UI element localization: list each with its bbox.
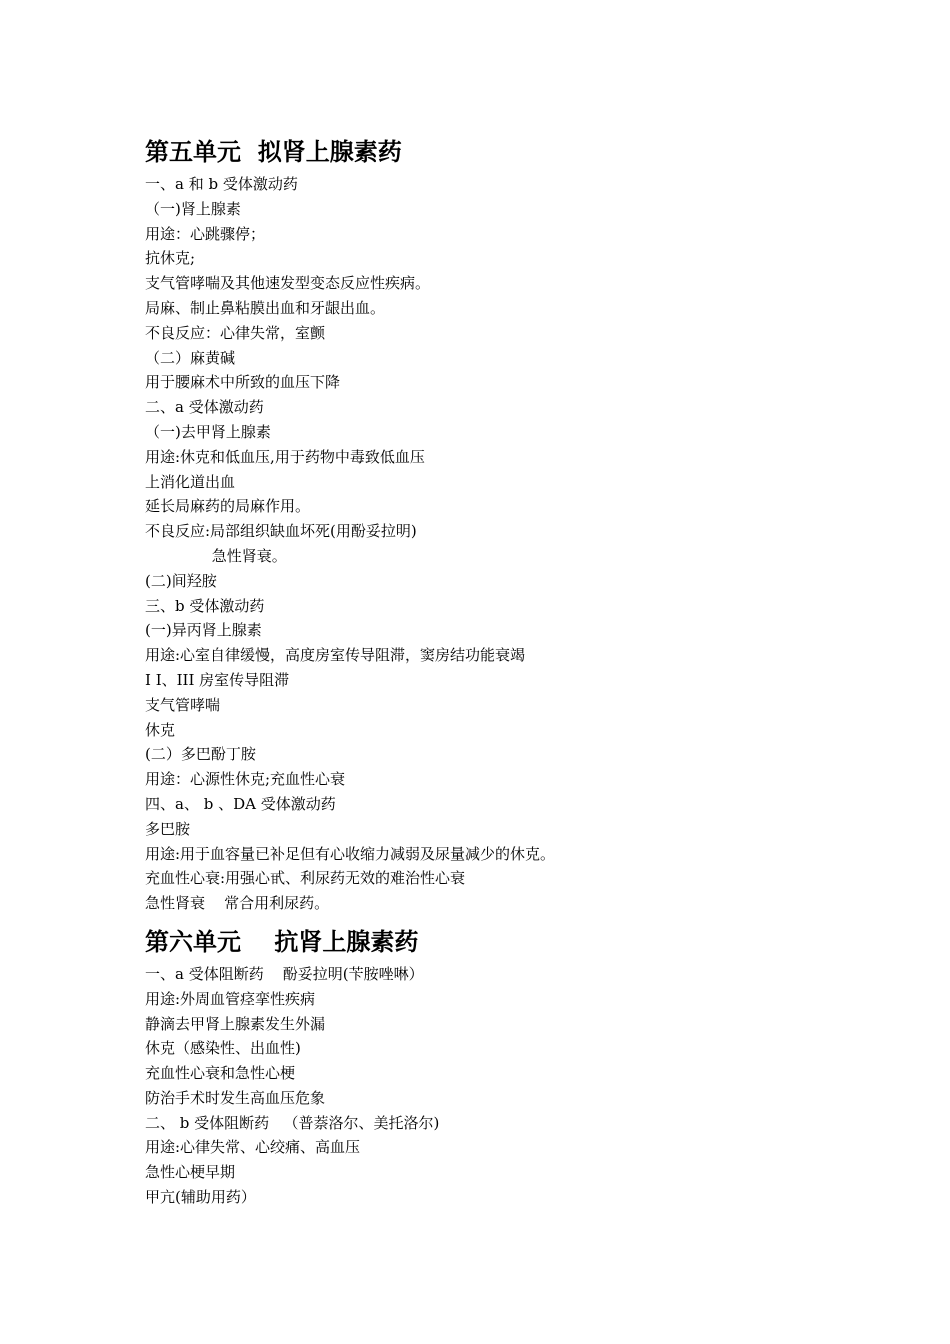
text-line: (二）多巴酚丁胺 bbox=[145, 745, 256, 764]
text-line: 充血性心衰:用强心甙、利尿药无效的难治性心衰 bbox=[145, 869, 466, 888]
text-line: 休克（感染性、出血性) bbox=[145, 1039, 301, 1058]
text-line: 用途:外周血管痉挛性疾病 bbox=[145, 989, 316, 1008]
text-line: （一)去甲肾上腺素 bbox=[145, 422, 271, 441]
document-page bbox=[145, 132, 865, 1210]
text-line: 上消化道出血 bbox=[145, 472, 236, 491]
text-line: (一)异丙肾上腺素 bbox=[145, 621, 262, 640]
text-line: 静滴去甲肾上腺素发生外漏 bbox=[145, 1014, 326, 1033]
text-line: 用途:心律失常、心绞痛、高血压 bbox=[145, 1138, 361, 1157]
text-line: 不良反应:局部组织缺血坏死(用酚妥拉明) bbox=[145, 522, 417, 541]
unit-5-body bbox=[145, 172, 865, 916]
text-line: 急性肾衰 常合用利尿药。 bbox=[145, 894, 330, 913]
text-line: 延长局麻药的局麻作用。 bbox=[145, 497, 311, 516]
text-line: 休克 bbox=[145, 720, 176, 739]
unit-5-title: 第五单元 拟肾上腺素药 bbox=[145, 138, 402, 166]
text-line: 用途:心室自律缓慢，高度房室传导阻滞，窦房结功能衰竭 bbox=[145, 646, 526, 665]
text-line: 多巴胺 bbox=[145, 819, 191, 838]
text-line: 支气管哮喘及其他速发型变态反应性疾病。 bbox=[145, 274, 431, 293]
text-line: 用途：心跳骤停； bbox=[145, 224, 266, 243]
unit-6-body bbox=[145, 962, 865, 1210]
text-line: (二)间羟胺 bbox=[145, 571, 217, 590]
text-line: 四、a、 b 、DA 受体激动药 bbox=[145, 794, 336, 813]
text-line: 用途：心源性休克;充血性心衰 bbox=[145, 770, 346, 789]
text-line: 一、a 受体阻断药 酚妥拉明(苄胺唑啉） bbox=[145, 964, 424, 983]
text-line: 支气管哮喘 bbox=[145, 695, 221, 714]
text-line: 三、b 受体激动药 bbox=[145, 596, 265, 615]
text-line: 用于腰麻术中所致的血压下降 bbox=[145, 373, 341, 392]
text-line: 二、 b 受体阻断药 （普萘洛尔、美托洛尔) bbox=[145, 1113, 440, 1132]
text-line: 局麻、制止鼻粘膜出血和牙龈出血。 bbox=[145, 298, 386, 317]
text-line: 不良反应：心律失常，室颤 bbox=[145, 323, 326, 342]
text-line: I Ⅰ、III 房室传导阻滞 bbox=[145, 670, 290, 689]
text-line: 一、a 和 b 受体激动药 bbox=[145, 175, 298, 193]
unit-6-title: 第六单元 抗肾上腺素药 bbox=[145, 927, 419, 956]
text-line: 甲亢(辅助用药） bbox=[145, 1188, 256, 1207]
text-line: 充血性心衰和急性心梗 bbox=[145, 1064, 296, 1083]
text-line: 抗休克; bbox=[145, 249, 196, 268]
text-line: 用途:用于血容量已补足但有心收缩力减弱及尿量减少的休克。 bbox=[145, 844, 556, 863]
text-line: 防治手术时发生高血压危象 bbox=[145, 1088, 326, 1107]
text-line: 二、a 受体激动药 bbox=[145, 398, 264, 417]
text-line: （一)肾上腺素 bbox=[145, 199, 241, 218]
text-line: 用途:休克和低血压,用于药物中毒致低血压 bbox=[145, 447, 425, 466]
text-line: 急性心梗早期 bbox=[145, 1163, 236, 1182]
text-line: （二）麻黄碱 bbox=[145, 348, 236, 367]
text-line: 急性肾衰。 bbox=[145, 546, 287, 565]
